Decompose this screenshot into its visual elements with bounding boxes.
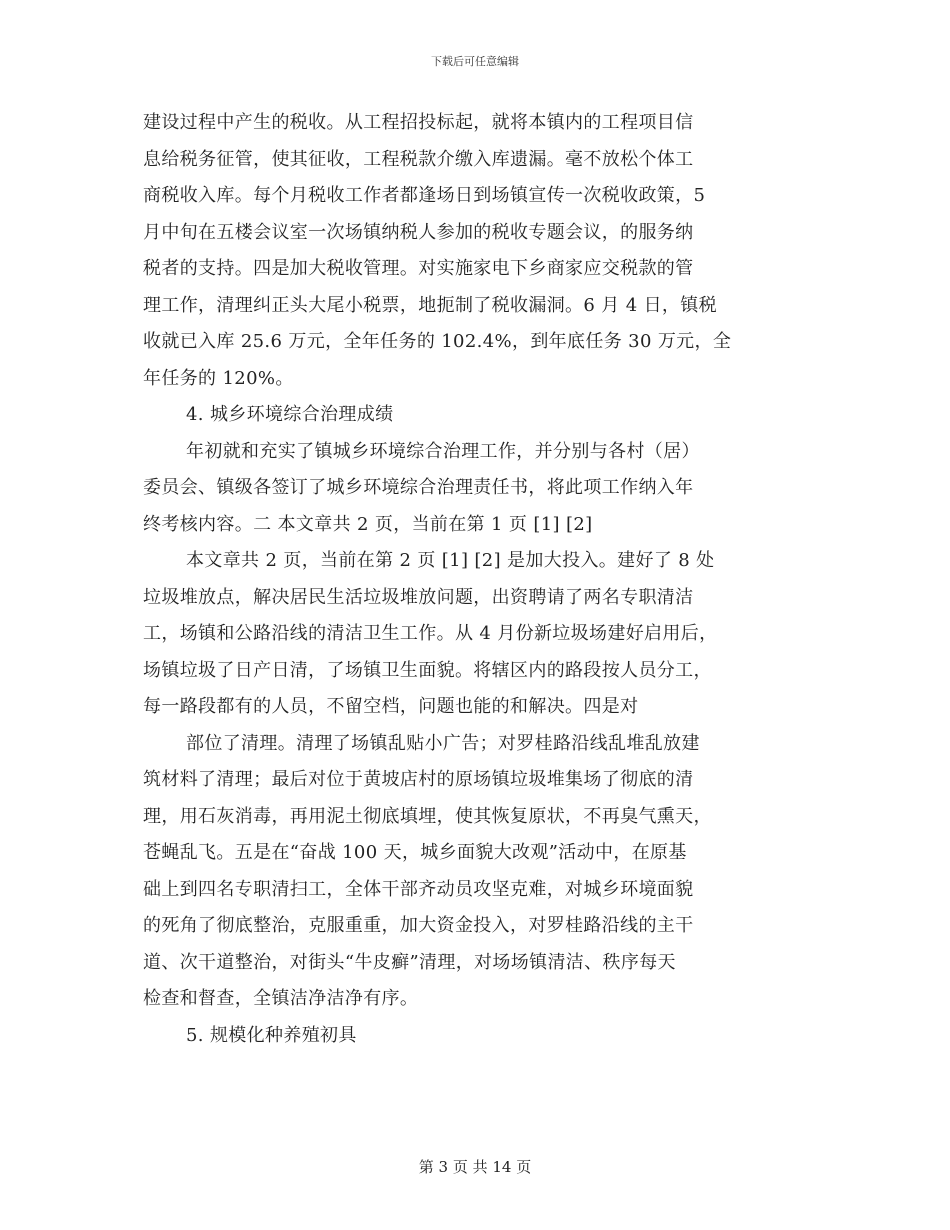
text-line: 筑材料了清理；最后对位于黄坡店村的原场镇垃圾堆集场了彻底的清	[143, 769, 694, 790]
text-line: 月中旬在五楼会议室一次场镇纳税人参加的税收专题会议，的服务纳	[143, 221, 694, 243]
text-line: 5. 规模化种养殖初具	[186, 1024, 357, 1046]
text-line: 道、次干道整治，对街头“牛皮癣”清理，对场场镇清洁、秩序每天	[143, 951, 676, 973]
text-line: 部位了清理。清理了场镇乱贴小广告；对罗桂路沿线乱堆乱放建	[186, 732, 700, 754]
text-line: 的死角了彻底整治，克服重重，加大资金投入，对罗桂路沿线的主干	[143, 915, 694, 936]
text-line: 建设过程中产生的税收。从工程招投标起，就将本镇内的工程项目信	[143, 112, 694, 133]
text-line: 年任务的 120%。	[143, 367, 294, 389]
text-line: 检查和督查，全镇洁净洁净有序。	[143, 988, 419, 1009]
text-line: 理工作，清理纠正头大尾小税票，地扼制了税收漏洞。6 月 4 日，镇税	[143, 294, 717, 316]
page-header: 下载后可任意编辑	[431, 55, 519, 68]
text-line: 税者的支持。四是加大税收管理。对实施家电下乡商家应交税款的管	[143, 258, 694, 279]
text-line: 础上到四名专职清扫工，全体干部齐动员攻坚克难，对城乡环境面貌	[143, 878, 694, 900]
text-line: 本文章共 2 页，当前在第 2 页 [1] [2] 是加大投入。建好了 8 处	[186, 550, 715, 571]
text-line: 年初就和充实了镇城乡环境综合治理工作，并分别与各村（居）	[186, 440, 700, 462]
text-line: 收就已入库 25.6 万元，全年任务的 102.4%，到年底任务 30 万元，全	[143, 331, 732, 352]
text-line: 场镇垃圾了日产日清，了场镇卫生面貌。将辖区内的路段按人员分工，	[143, 659, 712, 681]
text-line: 垃圾堆放点，解决居民生活垃圾堆放问题，出资聘请了两名专职清洁	[143, 586, 694, 608]
text-line: 终考核内容。二 本文章共 2 页，当前在第 1 页 [1] [2]	[143, 513, 593, 535]
text-line: 理，用石灰消毒，再用泥土彻底填埋，使其恢复原状，不再臭气熏天，	[143, 805, 712, 827]
text-line: 苍蝇乱飞。五是在“奋战 100 天，城乡面貌大改观”活动中，在原基	[143, 842, 687, 863]
text-line: 委员会、镇级各签订了城乡环境综合治理责任书，将此项工作纳入年	[143, 477, 694, 498]
text-line: 每一路段都有的人员，不留空档，问题也能的和解决。四是对	[143, 696, 639, 717]
text-line: 息给税务征管，使其征收，工程税款介缴入库遗漏。毫不放松个体工	[143, 148, 694, 170]
text-line: 工，场镇和公路沿线的清洁卫生工作。从 4 月份新垃圾场建好启用后，	[143, 623, 718, 644]
text-line: 商税收入库。每个月税收工作者都逢场日到场镇宣传一次税收政策，5	[143, 185, 706, 206]
text-line: 4. 城乡环境综合治理成绩	[186, 404, 394, 425]
document-body	[143, 105, 813, 1054]
page-footer: 第 3 页 共 14 页	[418, 1158, 532, 1176]
